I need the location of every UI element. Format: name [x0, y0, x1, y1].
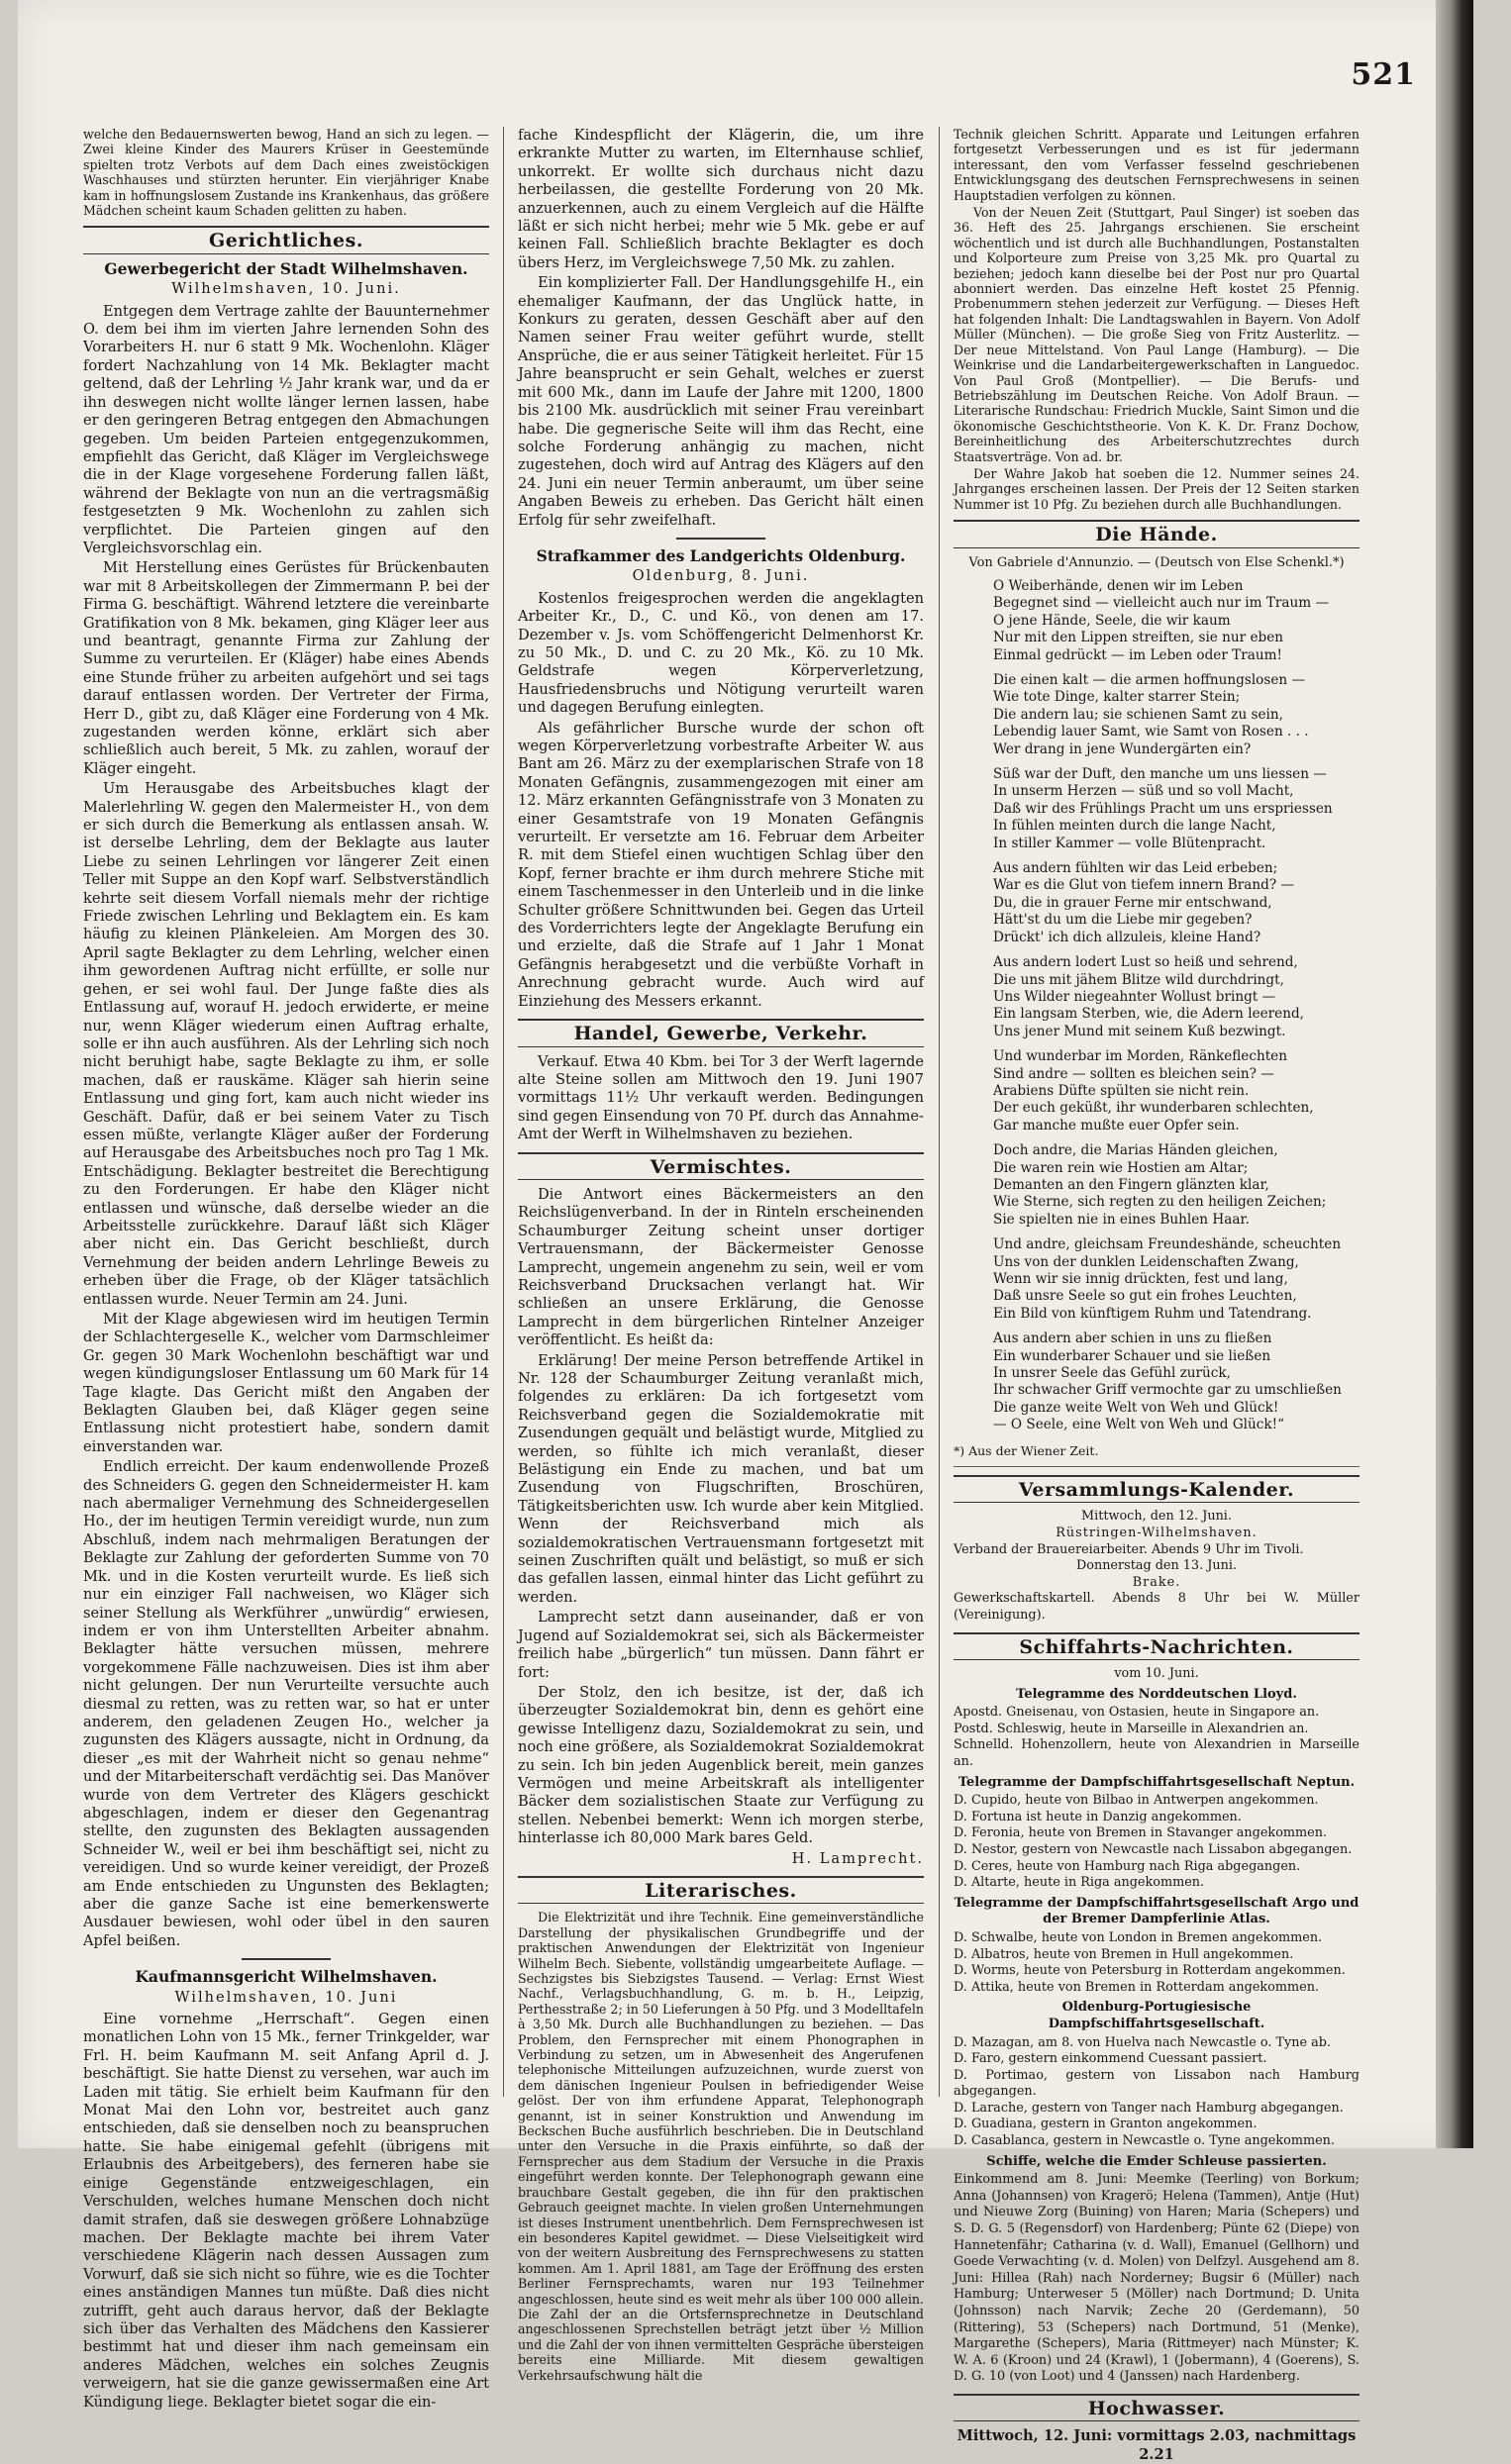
poem-line: Hätt'st du um die Liebe mir gegeben?: [993, 912, 1253, 929]
shipping-line: D. Mazagan, am 8. von Huelva nach Newcastle o. Tyne ab.: [954, 2034, 1332, 2050]
article-paragraph: Mit der Klage abgewiesen wird im heutigen Termin der Schlachtergeselle K., welcher vom Darmschleimer Gr. gegen 30 Mark Wochenlohn beschäftigt war und wegen kündigungsloser Entlassung um 60 Mark für 14 Tage klagte. Das Gericht mißt den Angaben der Beklagten Glauben bei, daß Kläger gegen seine Entlassung nicht protestiert habe, sondern damit einverstanden war.: [83, 1311, 489, 1455]
article-paragraph: Lamprecht setzt dann auseinander, daß er von Jugend auf Sozialdemokrat sei, sich als Bäckermeister freilich habe „bürgerlich“ tun müssen. Dann fährt er fort:: [518, 1609, 924, 1681]
poem-line: Du, die in grauer Ferne mir entschwand,: [993, 894, 1272, 911]
article-paragraph: Technik gleichen Schritt. Apparate und Leitungen erfahren fortgesetzt Verbesserungen und es ist für jedermann interessant, den vom Verfasser fesselnd geschriebenen Entwicklungsgang des deutschen Fernsprechwesens in seinen Hauptstadien verfolgen zu können.: [954, 127, 1360, 203]
poem-line: In unserm Herzen — süß und so voll Macht,: [993, 783, 1294, 800]
telegram-heading: Telegramme der Dampfschiffahrtsgesellschaft Neptun.: [957, 1774, 1356, 1790]
poem-line: War es die Glut von tiefem innern Brand? —: [993, 877, 1295, 894]
shipping-paragraph: Einkommend am 8. Juni: Meemke (Teerling) von Borkum; Anna (Johannsen) von Kragerö; Helena (Tammen), Antje (Hut) und Nieuwe Zorg (Buining) von Haren; Maria (Schepers) und S. D. G. 5 (Regensdorf) von Hardenberg; Pünte 62 (Diepe) von Hannetenfähr; Catharina (v. d. Wall), Emanuel (Gellhorn) und Goede Verwachting (v. d. Molen) von Delfzyl. Ausgehend am 8. Juni: Hillea (Rah) nach Norderney; Bugsir 6 (Müller) nach Hamburg; Unterweser 5 (Möller) nach Dortmund; D. Unita (Johnsson) nach Narvik; Zeche 20 (Gerdemann), 50 (Rittering), 53 (Schepers) nach Dortmund, 51 (Menke), Margarethe (Schepers), Maria (Rittmeyer) nach Münster; K. W. A. 6 (Kroon) und 24 (Krawl), 1 (Jobermann), 4 (Goerens), S. D. G. 10 (von Loot) und 4 (Janssen) nach Hardenberg.: [954, 2172, 1360, 2385]
shipping-line: D. Schwalbe, heute von London in Bremen angekommen.: [954, 1929, 1323, 1945]
poem-stanza: [993, 578, 1360, 664]
signature: H. Lamprecht.: [791, 1849, 924, 1867]
poem-line: Die einen kalt — die armen hoffnungslosen —: [993, 672, 1306, 688]
poem-stanza: [993, 1048, 1360, 1134]
poem-line: Aus andern fühlten wir das Leid erbeben;: [993, 860, 1278, 877]
poem-line: Die ganze weite Welt von Weh und Glück!: [993, 1399, 1279, 1416]
divider: [242, 1958, 331, 1960]
poem-line: Ein wunderbarer Schauer und sie ließen: [993, 1347, 1271, 1364]
poem-line: Uns Wilder niegeahnter Wollust bringt —: [993, 988, 1276, 1005]
shipping-line: D. Cupido, heute von Bilbao in Antwerpen angekommen.: [954, 1793, 1319, 1809]
poem-line: Die waren rein wie Hostien am Altar;: [993, 1159, 1249, 1176]
article-paragraph: Entgegen dem Vertrage zahlte der Bauunternehmer O. dem bei ihm im vierten Jahre lernenden Sohn des Vorarbeiters H. nur 6 statt 9 Mk. Wochenlohn. Kläger fordert Nachzahlung von 14 Mk. Beklagter macht geltend, daß der Lehrling ½ Jahr krank war, und da er ihn deswegen nicht wollte länger lernen lassen, habe er den geringeren Betrag entgegen den Abmachungen gegeben. Um beiden Parteien entgegenzukommen, empfiehlt das Gericht, daß Kläger im Vergleichswege die in der Klage vorgesehene Forderung fallen läßt, während der Beklagte von nun an die vertragsmäßig festgesetzten 9 Mk. Wochenlohn zu zahlen sich verpflichtet. Die Parteien gingen auf den Vergleichsvorschlag ein.: [83, 302, 489, 556]
poem-line: Wer drang in jene Wundergärten ein?: [993, 740, 1252, 757]
calendar-item: Gewerkschaftskartell. Abends 8 Uhr bei W. Müller (Vereinigung).: [954, 1591, 1360, 1624]
poem-line: Daß unsre Seele so gut ein frohes Leuchten,: [993, 1288, 1297, 1305]
poem-line: — O Seele, eine Welt von Weh und Glück!“: [993, 1417, 1285, 1433]
poem-line: Uns von der dunklen Leidenschaften Zwang,: [993, 1253, 1299, 1270]
poem-line: Nur mit den Lippen streiften, sie nur eben: [993, 630, 1284, 646]
book-spine: [1436, 0, 1473, 2148]
section-heading: Handel, Gewerbe, Verkehr.: [518, 1019, 924, 1046]
article-paragraph: Die Antwort eines Bäckermeisters an den Reichslügenverband. In der in Rinteln erscheinenden Schaumburger Zeitung scheint unser dortiger Vertrauensmann, der Bäckermeister Genosse Lamprecht, ungemein angenehm zu sein, weil er vom Reichsverband Drucksachen verlangt hat. Wir schließen an unsere Erklärung, die Genosse Lamprecht in dem bürgerlichen Rintelner Anzeiger veröffentlicht. Es heißt da:: [518, 1185, 924, 1349]
shipping-line: D. Attika, heute von Bremen in Rotterdam angekommen.: [954, 1979, 1320, 1995]
poem-line: Süß war der Duft, den manche um uns liessen —: [993, 766, 1327, 783]
poem-line: Drückt' ich dich allzuleis, kleine Hand?: [993, 929, 1261, 945]
meeting-calendar: [954, 1509, 1360, 1624]
article-paragraph: Von der Neuen Zeit (Stuttgart, Paul Singer) ist soeben das 36. Heft des 25. Jahrgangs erschienen. Sie erscheint wöchentlich und ist durch alle Buchhandlungen, Postanstalten und Kolporteure zum Preise von 3,25 Mk. pro Quartal zu beziehen; jedoch kann dieselbe bei der Post nur pro Quartal abonniert werden. Das einzelne Heft kostet 25 Pfennig. Probenummern stehen jederzeit zur Verfügung. — Dieses Heft hat folgenden Inhalt: Die Landtagswahlen in Bayern. Von Adolf Müller (München). — Die große Sieg von Fritz Austerlitz. — Der neue Mittelstand. Von Paul Lange (Hamburg). — Die Weinkrise und die Landarbeitergewerkschaften in Languedoc. Von Paul Groß (Montpellier). — Die Berufs- und Betriebszählung im Deutschen Reiche. Von Adolf Braun. — Literarische Rundschau: Friedrich Muckle, Saint Simon und die ökonomische Geschichtstheorie. Von K. K. Dr. Franz Dochow, Bereinheitlichung des Arbeiterschutzrechtes durch Staatsverträge. Von ad. br.: [954, 205, 1360, 464]
shipping-line: Apostd. Gneisenau, von Ostasien, heute in Singapore an.: [954, 1705, 1320, 1721]
shipping-line: D. Portimao, gestern von Lissabon nach Hamburg abgegangen.: [954, 2067, 1360, 2100]
poem-stanza: [993, 1331, 1360, 1433]
shipping-line: Schnelld. Hohenzollern, heute von Alexandrien in Marseille an.: [954, 1737, 1360, 1769]
shipping-line: D. Ceres, heute von Hamburg nach Riga abgegangen.: [954, 1858, 1301, 1874]
article-paragraph: Ein komplizierter Fall. Der Handlungsgehilfe H., ein ehemaliger Kaufmann, der das Unglück hatte, in Konkurs zu geraten, dessen Geschäft aber auf den Namen seiner Frau weiter geführt wurde, stellt Ansprüche, die er aus seiner Tätigkeit herleitet. Für 15 Jahre beansprucht er sein Gehalt, welches er zuerst mit 600 Mk., dann im Laufe der Jahre mit 1200, 1800 bis 2100 Mk. ausdrücklich mit seiner Frau vereinbart habe. Die gegnerische Seite will ihm das Recht, eine solche Forderung anhängig zu machen, nicht zugestehen, doch wird auf Antrag des Klägers auf den 24. Juni ein neuer Termin anberaumt, um über seine Angaben Beweis zu erheben. Das Gericht hält einen Erfolg für sehr zweifelhaft.: [518, 274, 924, 529]
section-heading: Schiffahrts-Nachrichten.: [954, 1632, 1360, 1660]
article-paragraph: Erklärung! Der meine Person betreffende Artikel in Nr. 128 der Schaumburger Zeitung veranlaßt mich, folgendes zu erklären: Da ich fortgesetzt vom Reichsverband gegen die Sozialdemokratie mit Zusendungen gequält und belästigt wurde, Mitglied zu werden, so fühlte ich mich veranlaßt, dieser Belästigung ein Ende zu machen, und bat um Zusendung von Flugschriften, Broschüren, Tätigkeitsberichten usw. Ich wurde aber kein Mitglied. Wenn der Reichsverband mich als sozialdemokratischen Vertrauensmann fortgesetzt mit seinen Zuschriften quält und belästigt, so muß er sich das gefallen lassen, einmal hinter das Licht geführt zu werden.: [518, 1351, 924, 1606]
column-3: [954, 127, 1360, 2463]
article-paragraph: Mit Herstellung eines Gerüstes für Brückenbauten war mit 8 Arbeitskollegen der Zimmermann P. bei der Firma G. beschäftigt. Während letztere die vereinbarte Gratifikation von 8 Mk. bekamen, ging Kläger leer aus und beantragt, genannte Firma zur Zahlung der Summe zu verurteilen. Er (Kläger) habe eines Abends eine Stunde früher zu arbeiten aufgehört und sei tags darauf entlassen worden. Der Vertreter der Firma, Herr D., gibt zu, daß Kläger eine Forderung von 4 Mk. zugestanden werden könne, erklärt sich aber schließlich auch bereit, 5 Mk. zu zahlen, worauf der Kläger eingeht.: [83, 559, 489, 777]
high-water-times: Mittwoch, 12. Juni: vormittags 2.03, nachmittags 2.21: [957, 2427, 1357, 2463]
poem-line: Wenn wir sie innig drückten, fest und lang,: [993, 1271, 1288, 1287]
dateline: Wilhelmshaven, 10. Juni.: [171, 280, 401, 298]
poem-line: In stiller Kammer — volle Blütenpracht.: [993, 835, 1266, 851]
calendar-item: Verband der Brauereiarbeiter. Abends 9 Uhr im Tivoli.: [954, 1541, 1304, 1557]
dateline: Oldenburg, 8. Juni.: [632, 567, 810, 585]
shipping-line: D. Worms, heute von Petersburg in Rotterdam angekommen.: [954, 1963, 1346, 1979]
article-paragraph: Als gefährlicher Bursche wurde der schon oft wegen Körperverletzung vorbestrafte Arbeiter W. aus Bant am 26. März zu der exemplarischen Strafe von 18 Monaten Gefängnis, zusammengezogen mit einer am 12. März erkannten Gefängnisstrafe von 3 Monaten zu einer Gesamtstrafe von 19 Monaten Gefängnis verurteilt. Er versetzte am 16. Februar dem Arbeiter R. mit dem Stiefel einen wuchtigen Schlag über den Kopf, ferner brachte er ihm durch mehrere Stiche mit einem Taschenmesser in den Unterleib und in die linke Schulter größere Schnittwunden bei. Gegen das Urteil des Vorderrichters legte der Angeklagte Berufung ein und erzielte, daß die Strafe auf 1 Jahr 1 Monat Gefängnis herabgesetzt und die verbüßte Vorhaft in Anrechnung gebracht wurde. Auch wird auf Einziehung des Messers erkannt.: [518, 719, 924, 1010]
shipping-line: D. Albatros, heute von Bremen in Hull angekommen.: [954, 1946, 1294, 1962]
poem-line: Sie spielten nie in eines Buhlen Haar.: [993, 1211, 1250, 1228]
poem-line: Aus andern aber schien in uns zu fließen: [993, 1331, 1272, 1347]
poem-stanza: [993, 1142, 1360, 1229]
poem-stanza: [993, 672, 1360, 758]
article-paragraph: fache Kindespflicht der Klägerin, die, um ihre erkrankte Mutter zu warten, im Elternhause schlief, unkorrekt. Er wollte sich durchaus nicht dazu herbeilassen, die gestellte Forderung von 20 Mk. anzuerkennen, auch zu einem Vergleich auf die Hälfte läßt er sich nicht herbei; mehr wie 5 Mk. gebe er auf keinen Fall. Schließlich brachte Beklagter es doch übers Herz, im Vergleichswege 7,50 Mk. zu zahlen.: [518, 127, 924, 271]
poem-line: Lebendig lauer Samt, wie Samt von Rosen . . .: [993, 724, 1309, 740]
poem-line: Begegnet sind — vielleicht auch nur im Traum —: [993, 595, 1330, 612]
column-1: [83, 127, 489, 2411]
newspaper-page: [18, 0, 1473, 2463]
poem-line: Uns jener Mund mit seinem Kuß bezwingt.: [993, 1023, 1286, 1039]
poem-line: Aus andern lodert Lust so heiß und sehrend,: [993, 954, 1298, 971]
poem-stanza: [993, 860, 1360, 946]
article-paragraph: Kostenlos freigesprochen werden die angeklagten Arbeiter Kr., D., C. und Kö., von denen am 17. Dezember v. Js. vom Schöffengericht Delmenhorst Kr. zu 50 Mk., D. und C. zu 20 Mk., Kö. zu 10 Mk. Geldstrafe wegen Körperverletzung, Hausfriedensbruchs und Nötigung verurteilt waren und dagegen Berufung einlegten.: [518, 589, 924, 717]
article-paragraph: Der Wahre Jakob hat soeben die 12. Nummer seines 24. Jahrganges erscheinen lassen. Der Preis der 12 Seiten starken Nummer ist 10 Pfg. Zu beziehen durch alle Buchhandlungen.: [954, 465, 1360, 512]
article-paragraph: Die Elektrizität und ihre Technik. Eine gemeinverständliche Darstellung der physikalischen Grundbegriffe und der praktischen Anwendungen der Elektrizität von Ingenieur Wilhelm Bech. Siebente, vollständig umgearbeitete Auflage. — Sechzigstes bis Siebzigstes Tausend. — Verlag: Ernst Wiest Nachf., Verlagsbuchhandlung, G. m. b. H., Leipzig, Perthesstraße 2; in 50 Lieferungen à 50 Pfg. und 3 Modelltafeln à 3,50 Mk. Durch alle Buchhandlungen zu beziehen. — Das Problem, den Fernsprecher mit einem Phonographen in Verbindung zu setzen, um in Abwesenheit des Angerufenen telephonische Mitteilungen aufzuzeichnen, wurde zuerst von dem dänischen Ingenieur Poulsen in befriedigender Weise gelöst. Der von ihm erfundene Apparat, Telephonograph genannt, ist in seiner Konstruktion und Anwendung im Beckschen Buche ausführlich beschrieben. Die in Deutschland unter den Versuche in die Praxis einführte, so daß der Fernsprecher aus dem Stadium der Versuche in die Praxis eingeführt werden konnte. Der Telephonograph gewann eine brauchbare Gestalt gegeben, die ihn für den praktischen Gebrauch geeignet machte. In vielen großen Unternehmungen ist dieses Instrument unentbehrlich. Dem Fernsprechwesen ist ein besonderes Kapitel gewidmet. — Diese Vielseitigkeit wird von der weitern Ausbreitung des Fernsprechwesens zu statten kommen. Am 1. April 1881, am Tage der Eröffnung des ersten Berliner Fernsprechamts, waren nur 193 Teilnehmer angeschlossen, heute sind es weit mehr als über 100 000 allein. Die Zahl der an die Ortsfernsprechnetze in Deutschland angeschlossenen Sprechstellen beträgt jetzt über ½ Million und die Zahl der von ihnen vermittelten Gespräche übersteigen bereits eine Milliarde. Mit diesem gewaltigen Verkehrsaufschwung hält die: [518, 1910, 924, 2383]
divider: [676, 538, 765, 540]
poem-line: Und andre, gleichsam Freundeshände, scheuchten: [993, 1236, 1342, 1253]
poem-line: Daß wir des Frühlings Pracht um uns erspriessen: [993, 800, 1333, 817]
shipping-line: D. Guadiana, gestern in Granton angekommen.: [954, 2117, 1258, 2132]
court-heading: Gewerbegericht der Stadt Wilhelmshaven.: [104, 258, 468, 278]
court-heading: Strafkammer des Landgerichts Oldenburg.: [536, 545, 906, 565]
article-text: welche den Bedauernswerten bewog, Hand an sich zu legen. — Zwei kleine Kinder des Maurers Krüser in Geestemünde spielten trotz Verbots auf dem Dach eines zweistöckigen Waschhauses und stürzten herunter. Ein vierjähriger Knabe kam in hoffnungslosem Zustande ins Krankenhaus, das größere Mädchen scheint kaum Schaden gelitten zu haben.: [83, 127, 489, 219]
section-heading: Versammlungs-Kalender.: [954, 1475, 1360, 1503]
poem-line: Einmal gedrückt — im Leben oder Traum!: [993, 646, 1282, 663]
court-heading: Kaufmannsgericht Wilhelmshaven.: [135, 1967, 438, 1987]
poem-line: Ein langsam Sterben, wie, die Adern leerend,: [993, 1006, 1304, 1023]
shipping-line: D. Casablanca, gestern in Newcastle o. Tyne angekommen.: [954, 2133, 1335, 2149]
section-heading: Gerichtliches.: [83, 226, 489, 253]
poem-line: Wie Sterne, sich regten zu den heiligen Zeichen;: [993, 1194, 1327, 1211]
article-paragraph: Der Stolz, den ich besitze, ist der, daß ich überzeugter Sozialdemokrat bin, denn es gehört eine gewisse Intelligenz dazu, Sozialdemokrat zu sein, und noch eine größere, als Sozialdemokrat Sozialdemokrat zu sein. Ich bin jeden Augenblick bereit, mein ganzes Vermögen und meine Arbeitskraft als intelligenter Bäcker dem sozialistischen Staate zur Verfügung zu stellen. Nebenbei bemerkt: Wenn ich morgen sterbe, hinterlasse ich 80,000 Mark bares Geld.: [518, 1683, 924, 1847]
shipping-line: D. Altarte, heute in Riga angekommen.: [954, 1875, 1205, 1891]
calendar-place: Rüstringen-Wilhelmshaven.: [1056, 1526, 1258, 1541]
poem-stanza: [993, 954, 1360, 1040]
telegram-heading: Telegramme des Norddeutschen Lloyd.: [1016, 1686, 1297, 1702]
column-2: [518, 127, 924, 2383]
page-number: 521: [1351, 57, 1416, 92]
poem-line: Wie tote Dinge, kalter starrer Stein;: [993, 689, 1241, 706]
article-paragraph: Um Herausgabe des Arbeitsbuches klagt der Malerlehrling W. gegen den Malermeister H., von dem er sich durch die Bemerkung als entlassen ansah. W. ist derselbe Lehrling, dem der Beklagte aus lauter Liebe zu seinen Lehrlingen vor längerer Zeit einen Teller mit Suppe an den Kopf warf. Selbstverständlich kehrte seit diesem Vorfall niemals mehr der richtige Friede zwischen Lehrling und Beklagtem ein. Es kam häufig zu kleinen Plänkeleien. Am Morgen des 30. April sagte Beklagter zu dem Lehrling, welcher einen ihm gewordenen Auftrag nicht erfüllte, er solle nur gehen, er sei wohl faul. Der Junge faßte dies als Entlassung auf, worauf H. jedoch erwiderte, er meine nur, wenn Kläger wiederum einen Auftrag erhalte, solle er ihn auch ausführen. Als der Lehrling sich noch nicht beruhigt habe, sagte Beklagte zu ihm, er solle machen, daß er rauskäme. Kläger sah hierin seine Entlassung und ging fort, kam auch nicht wieder ins Geschäft. Dafür, daß er bei seinem Vater zu Tisch essen müßte, verlangte Kläger außer der Forderung auf Herausgabe des Arbeitsbuches noch pro Tag 1 Mk. Entschädigung. Beklagter bestreitet die Berechtigung zu den Forderungen. Er habe den Kläger nicht entlassen und wünsche, daß derselbe wieder an die Arbeitsstelle zurückkehre. Darauf läßt sich Kläger aber nicht ein. Das Gericht beschließt, durch Vernehmung der beiden andern Lehrlinge Beweis zu erheben über die Frage, ob der Kläger tatsächlich entlassen wurde. Neuer Termin am 24. Juni.: [83, 780, 489, 1308]
dateline: Wilhelmshaven, 10. Juni: [174, 1988, 398, 2006]
section-heading: Literarisches.: [518, 1876, 924, 1904]
poem-line: Demanten an den Fingern glänzten klar,: [993, 1176, 1269, 1193]
telegram-heading: Oldenburg-Portugiesische Dampfschiffahrtsgesellschaft.: [1048, 2000, 1265, 2031]
poem-line: O Weiberhände, denen wir im Leben: [993, 577, 1244, 594]
poem-stanza: [993, 766, 1360, 852]
poem-line: Ihr schwacher Griff vermochte gar zu umschließen: [993, 1382, 1342, 1399]
poem-line: Sind andre — sollten es bleichen sein? —: [993, 1065, 1274, 1082]
footnote: *) Aus der Wiener Zeit.: [954, 1442, 1360, 1467]
poem-line: Der euch geküßt, ihr wunderbaren schlechten,: [993, 1100, 1314, 1117]
poem-line: Gar manche mußte euer Opfer sein.: [993, 1117, 1240, 1133]
column-divider: [503, 127, 504, 2097]
poem-line: Die andern lau; sie schienen Samt zu sein,: [993, 706, 1283, 723]
shipping-news: [954, 1666, 1360, 2386]
poem-stanza: [993, 1236, 1360, 1323]
poem-line: In unsrer Seele das Gefühl zurück,: [993, 1365, 1231, 1382]
calendar-place: Brake.: [1132, 1574, 1181, 1590]
shipping-line: D. Nestor, gestern von Newcastle nach Lissabon abgegangen.: [954, 1841, 1353, 1857]
poem-line: Arabiens Düfte spülten sie nicht rein.: [993, 1082, 1250, 1099]
poem-line: Ein Bild von künftigem Ruhm und Tatendrang.: [993, 1305, 1312, 1322]
poem: [993, 578, 1360, 1434]
telegram-heading: Telegramme der Dampfschiffahrtsgesellschaft Argo und der Bremer Dampferlinie Atlas.: [954, 1895, 1360, 1927]
poem-byline: Von Gabriele d'Annunzio. — (Deutsch von Else Schenkl.*): [968, 554, 1345, 570]
section-heading: Vermischtes.: [518, 1152, 924, 1180]
article-paragraph: Eine vornehme „Herrschaft“. Gegen einen monatlichen Lohn von 15 Mk., ferner Trinkgelder, war Frl. H. beim Kaufmann M. seit Anfang April d. J. beschäftigt. Sie hatte Dienst zu versehen, war auch im Laden mit tätig. Sie erhielt beim Kaufmann für den Monat Mai den Lohn vor, bestreitet auch ganz entschieden, daß sie denselben noch zu beanspruchen hatte. Sie habe einigemal gefehlt (übrigens mit Erlaubnis des Arbeitgebers), des ferneren habe sie einige Gegenstände entzweigeschlagen, ein Verschulden, welches humane Menschen doch nicht damit strafen, daß sie deswegen größere Lohnabzüge machen. Der Beklagte machte bei ihrem Vater verschiedene Klägerin nach dessen Aussagen zum Vorwurf, daß sie sich nicht so führe, wie es die Tochter eines anständigen Mannes tun müßte. Daß dies nicht zutrifft, geht auch daraus hervor, daß der Beklagte sich über das Verhalten des Mädchens den Kassierer bestimmt hat und dieser ihm nach gemeinsam ein anderes Mädchen, welches ein solches Zeugnis verweigern, hat sie die ganze gewissermaßen eine Art Kündigung liege. Beklagter bietet sogar die ein-: [83, 2011, 489, 2411]
poem-line: Und wunderbar im Morden, Ränkeflechten: [993, 1048, 1287, 1065]
calendar-date: Mittwoch, den 12. Juni.: [1081, 1509, 1232, 1525]
poem-line: O jene Hände, Seele, die wir kaum: [993, 612, 1231, 629]
shipping-line: Postd. Schleswig, heute in Marseille in Alexandrien an.: [954, 1721, 1309, 1736]
column-divider: [939, 127, 940, 2097]
telegram-heading: Schiffe, welche die Emder Schleuse passierten.: [986, 2153, 1327, 2169]
shipping-date: vom 10. Juni.: [1114, 1666, 1199, 1682]
shipping-line: D. Feronia, heute von Bremen in Stavanger angekommen.: [954, 1825, 1328, 1841]
calendar-date: Donnerstag den 13. Juni.: [1075, 1558, 1237, 1574]
shipping-line: D. Larache, gestern von Tanger nach Hamburg abgegangen.: [954, 2100, 1344, 2116]
poem-line: In fühlen meinten durch die lange Nacht,: [993, 818, 1276, 835]
shipping-line: D. Faro, gestern einkommend Cuessant passiert.: [954, 2051, 1267, 2067]
poem-line: Die uns mit jähem Blitze wild durchdringt,: [993, 971, 1284, 988]
article-paragraph: Endlich erreicht. Der kaum endenwollende Prozeß des Schneiders G. gegen den Schneidermeister H. kam nach abermaliger Vernehmung des Schneidergesellen Ho., der im heutigen Termin vereidigt wurde, nun zum Abschluß, indem nach mehrmaligen Beratungen der Beklagte zur Zahlung der geforderten Summe von 70 Mk. und in die Kosten verurteilt wurde. Es ließ sich nur ein einziger Fall nachweisen, wo Kläger sich seiner Stellung als Werkführer „unwürdig“ erwiesen, indem er von ihm Unterstellten Arbeiter abnahm. Beklagter hätte versuchen müssen, mehrere vorgekommene Fälle nachzuweisen. Dies ist ihm aber nicht gelungen. Der nun Verurteilte versuchte auch diesmal zu retten, was zu retten war, so hat er unter anderem, den geladenen Zeugen Ho., welcher ja zugunsten des Klägers aussagte, nicht in Ordnung, da dieser „es mit der Wahrheit nicht so genau nehme“ und der Mitarbeiterschaft verdächtig sei. Das Manöver wurde von dem Vertreter des Klägers geschickt abgeschlagen, indem er dieser den Gegenantrag stellte, den zugunsten des Beklagten aussagenden Schneider W., weil er bei ihm beschäftigt sei, nicht zu vereidigen. Und so wurde keiner vereidigt, der Prozeß am Ende entschieden zu Ungunsten des Beklagten; aber die ganze Sache ist eine bemerkenswerte Ausdauer bewiesen, wohl oder übel in den sauren Apfel beißen.: [83, 1458, 489, 1949]
shipping-line: D. Fortuna ist heute in Danzig angekommen.: [954, 1809, 1242, 1824]
section-heading: Hochwasser.: [954, 2394, 1360, 2421]
article-paragraph: Verkauf. Etwa 40 Kbm. bei Tor 3 der Werft lagernde alte Steine sollen am Mittwoch den 19. Juni 1907 vormittags 11½ Uhr verkauft werden. Bedingungen sind gegen Einsendung von 70 Pf. durch das Annahme-Amt der Werft in Wilhelmshaven zu beziehen.: [518, 1052, 924, 1143]
section-heading: Die Hände.: [954, 520, 1360, 547]
poem-line: Doch andre, die Marias Händen gleichen,: [993, 1142, 1278, 1159]
